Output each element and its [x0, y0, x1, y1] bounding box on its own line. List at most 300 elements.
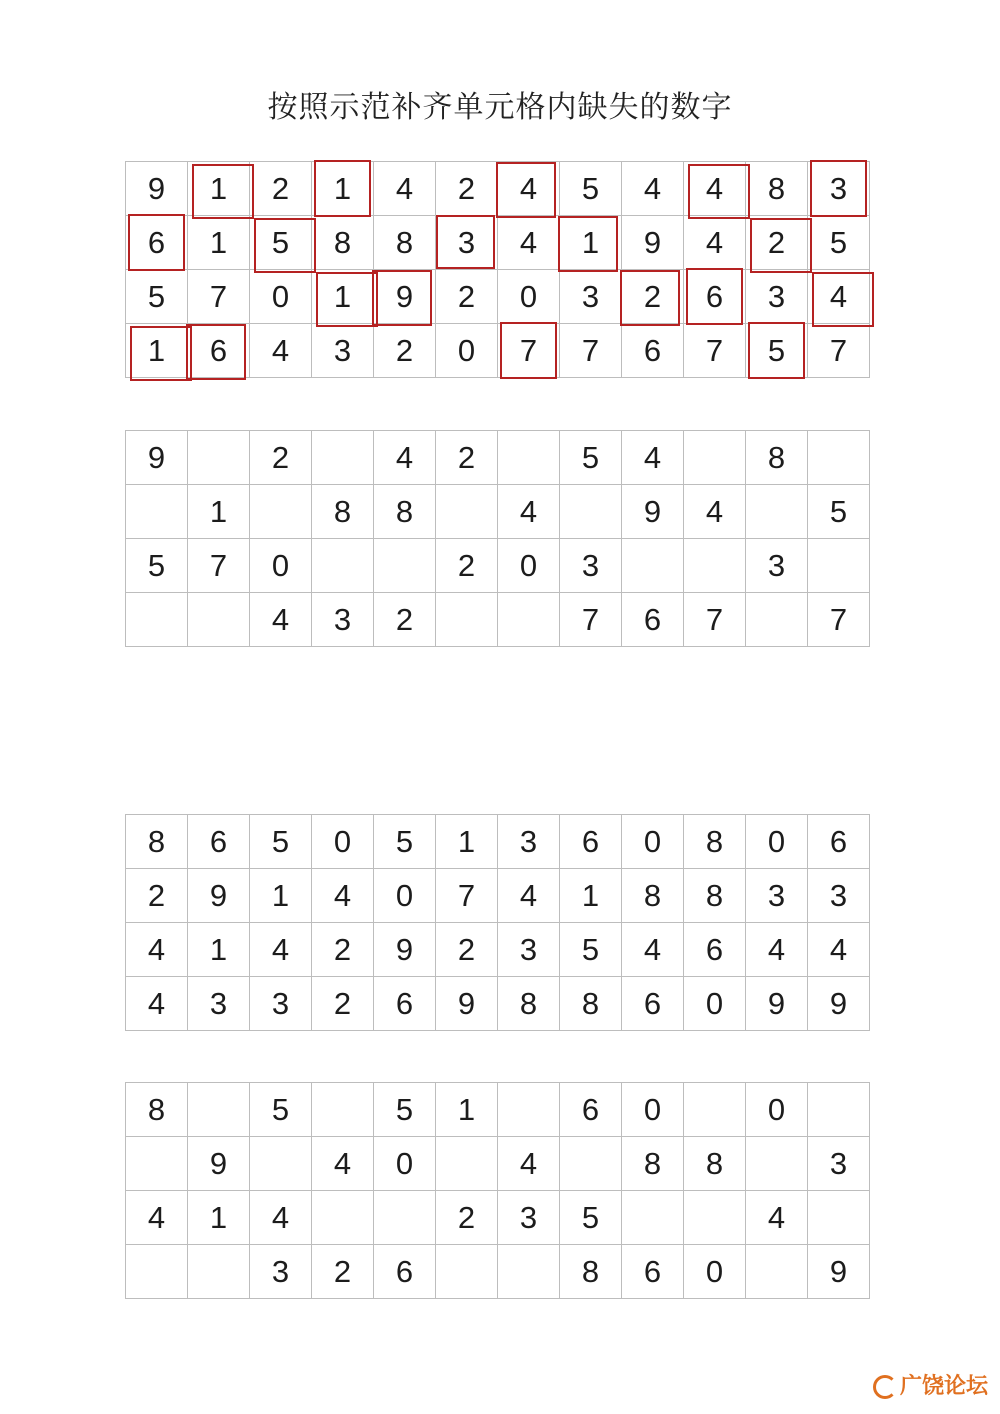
highlighted-grid-cell: [808, 162, 870, 216]
grid-cell: [188, 869, 250, 923]
grid-cell: [560, 1245, 622, 1299]
grid-cell: [498, 977, 560, 1031]
cell-digit: 1: [147, 332, 166, 368]
cell-digit: 9: [643, 224, 662, 260]
cell-digit: 1: [333, 278, 352, 314]
grid-cell: [312, 1137, 374, 1191]
grid-cell: [126, 815, 188, 869]
grid-cell: [746, 815, 808, 869]
cell-digit: 4: [519, 493, 538, 529]
cell-digit: 4: [705, 493, 724, 529]
grid-cell: [684, 869, 746, 923]
grid-cell: [808, 869, 870, 923]
grid-cell: [312, 869, 374, 923]
grid-cell: [188, 1083, 250, 1137]
grid-cell: [746, 1245, 808, 1299]
grid-cell: [622, 869, 684, 923]
cell-digit: 5: [271, 1091, 290, 1127]
cell-digit: 0: [395, 877, 414, 913]
cell-digit: 1: [209, 931, 228, 967]
grid-cell: [312, 1191, 374, 1245]
page-title: 按照示范补齐单元格内缺失的数字: [267, 90, 733, 125]
grid-cell: [312, 977, 374, 1031]
cell-digit: 3: [581, 278, 600, 314]
grid-cell: [312, 815, 374, 869]
grid-cell: [312, 324, 374, 378]
grid-cell: [250, 593, 312, 647]
grid-cell: [684, 216, 746, 270]
grid-cell: [560, 923, 622, 977]
cell-digit: 8: [705, 823, 724, 859]
grid-cell: [746, 270, 808, 324]
cell-digit: 6: [643, 985, 662, 1021]
highlighted-grid-cell: [622, 270, 684, 324]
grid-cell: [126, 1191, 188, 1245]
grid-cell: [126, 593, 188, 647]
grid-cell: [498, 270, 560, 324]
cell-digit: 7: [209, 547, 228, 583]
grid-cell: [746, 977, 808, 1031]
grid-cell: [312, 539, 374, 593]
cell-digit: 4: [147, 931, 166, 967]
cell-digit: 2: [271, 439, 290, 475]
cell-digit: 8: [581, 985, 600, 1021]
grid-cell: [560, 1083, 622, 1137]
cell-digit: 2: [457, 439, 476, 475]
cell-digit: 1: [271, 877, 290, 913]
cell-digit: 6: [209, 332, 228, 368]
grid-cell: [436, 923, 498, 977]
cell-digit: 2: [767, 224, 786, 260]
cell-digit: 1: [209, 224, 228, 260]
grid-cell: [498, 923, 560, 977]
highlighted-grid-cell: [250, 216, 312, 270]
grid-cell: [622, 1245, 684, 1299]
cell-digit: 5: [581, 1199, 600, 1235]
grid-cell: [188, 1137, 250, 1191]
cell-digit: 4: [705, 170, 724, 206]
grid-cell: [126, 1137, 188, 1191]
grid-cell: [374, 324, 436, 378]
cell-digit: 7: [581, 601, 600, 637]
highlighted-grid-cell: [746, 324, 808, 378]
cell-digit: 6: [705, 931, 724, 967]
grid-cell: [374, 1191, 436, 1245]
grid-cell: [436, 815, 498, 869]
cell-digit: 9: [457, 985, 476, 1021]
cell-digit: 4: [829, 931, 848, 967]
cell-digit: 7: [829, 332, 848, 368]
exercise-grid-2: [125, 1082, 870, 1299]
cell-digit: 0: [767, 1091, 786, 1127]
grid-cell: [746, 593, 808, 647]
cell-digit: 6: [395, 1253, 414, 1289]
cell-digit: 3: [271, 985, 290, 1021]
cell-digit: 9: [767, 985, 786, 1021]
grid-cell: [560, 869, 622, 923]
cell-digit: 2: [271, 170, 290, 206]
cell-digit: 7: [705, 601, 724, 637]
cell-digit: 7: [457, 877, 476, 913]
grid-cell: [560, 324, 622, 378]
cell-digit: 0: [519, 547, 538, 583]
cell-digit: 7: [829, 601, 848, 637]
grid-cell: [684, 539, 746, 593]
cell-digit: 0: [271, 278, 290, 314]
cell-digit: 3: [767, 877, 786, 913]
cell-digit: 4: [519, 224, 538, 260]
cell-digit: 6: [581, 1091, 600, 1127]
grid-cell: [126, 869, 188, 923]
cell-digit: 6: [643, 1253, 662, 1289]
cell-digit: 6: [147, 224, 166, 260]
cell-digit: 5: [581, 931, 600, 967]
grid-row: [126, 431, 870, 485]
cell-digit: 3: [519, 823, 538, 859]
cell-digit: 4: [147, 985, 166, 1021]
grid-cell: [746, 539, 808, 593]
cell-digit: 6: [581, 823, 600, 859]
grid-cell: [684, 324, 746, 378]
cell-digit: 2: [333, 985, 352, 1021]
cell-digit: 8: [643, 1145, 662, 1181]
grid-cell: [560, 593, 622, 647]
grid-cell: [250, 977, 312, 1031]
grid-cell: [436, 869, 498, 923]
highlighted-grid-cell: [498, 324, 560, 378]
grid-cell: [188, 539, 250, 593]
grid-cell: [622, 815, 684, 869]
grid-cell: [808, 593, 870, 647]
cell-digit: 8: [767, 439, 786, 475]
cell-digit: 9: [209, 1145, 228, 1181]
cell-digit: 4: [147, 1199, 166, 1235]
cell-digit: 3: [829, 170, 848, 206]
cell-digit: 3: [519, 1199, 538, 1235]
grid-row: [126, 1245, 870, 1299]
grid-cell: [250, 923, 312, 977]
grid-cell: [312, 1245, 374, 1299]
grid-cell: [498, 1137, 560, 1191]
cell-digit: 5: [395, 823, 414, 859]
grid-cell: [622, 539, 684, 593]
grid-cell: [374, 923, 436, 977]
grid-cell: [560, 162, 622, 216]
grid-cell: [808, 485, 870, 539]
cell-digit: 0: [705, 1253, 724, 1289]
grid-row: [126, 270, 870, 324]
cell-digit: 2: [333, 1253, 352, 1289]
grid-cell: [498, 815, 560, 869]
grid-cell: [126, 485, 188, 539]
cell-digit: 4: [271, 1199, 290, 1235]
grid-cell: [188, 593, 250, 647]
grid-cell: [684, 593, 746, 647]
grid-cell: [250, 539, 312, 593]
grid-cell: [808, 539, 870, 593]
grid-cell: [622, 216, 684, 270]
cell-digit: 4: [767, 1199, 786, 1235]
cell-digit: 3: [829, 1145, 848, 1181]
example-grid: [125, 161, 870, 378]
grid-cell: [188, 1245, 250, 1299]
grid-cell: [188, 270, 250, 324]
grid-cell: [188, 1191, 250, 1245]
grid-cell: [188, 485, 250, 539]
cell-digit: 1: [209, 493, 228, 529]
highlighted-grid-cell: [312, 270, 374, 324]
cell-digit: 4: [333, 877, 352, 913]
grid-row: [126, 539, 870, 593]
highlighted-grid-cell: [312, 162, 374, 216]
watermark: [873, 1369, 988, 1400]
grid-cell: [188, 216, 250, 270]
grid-cell: [436, 1137, 498, 1191]
grid-cell: [684, 1245, 746, 1299]
grid-cell: [746, 923, 808, 977]
grid-row: [126, 216, 870, 270]
grid-cell: [436, 1083, 498, 1137]
cell-digit: 9: [147, 439, 166, 475]
grid-cell: [498, 216, 560, 270]
grid-cell: [622, 593, 684, 647]
cell-digit: 8: [333, 493, 352, 529]
grid-cell: [684, 1083, 746, 1137]
highlighted-grid-cell: [188, 162, 250, 216]
cell-digit: 4: [705, 224, 724, 260]
cell-digit: 7: [705, 332, 724, 368]
grid-row: [126, 869, 870, 923]
cell-digit: 5: [581, 439, 600, 475]
grid-cell: [808, 1137, 870, 1191]
cell-digit: 0: [457, 332, 476, 368]
highlighted-grid-cell: [126, 216, 188, 270]
cell-digit: 6: [705, 278, 724, 314]
grid-cell: [312, 485, 374, 539]
cell-digit: 3: [581, 547, 600, 583]
cell-digit: 8: [705, 1145, 724, 1181]
grid-cell: [126, 162, 188, 216]
grid-cell: [808, 815, 870, 869]
cell-digit: 2: [457, 1199, 476, 1235]
cell-digit: 4: [519, 1145, 538, 1181]
cell-digit: 5: [271, 823, 290, 859]
grid-cell: [436, 1191, 498, 1245]
cell-digit: 4: [395, 439, 414, 475]
highlighted-grid-cell: [684, 162, 746, 216]
grid-cell: [374, 431, 436, 485]
grid-cell: [250, 869, 312, 923]
grid-cell: [746, 162, 808, 216]
cell-digit: 4: [643, 170, 662, 206]
grid-cell: [374, 869, 436, 923]
grid-cell: [250, 162, 312, 216]
grid-cell: [498, 869, 560, 923]
grid-cell: [374, 162, 436, 216]
grid-cell: [622, 324, 684, 378]
cell-digit: 0: [395, 1145, 414, 1181]
cell-digit: 4: [519, 170, 538, 206]
cell-digit: 2: [395, 332, 414, 368]
grid-row: [126, 1191, 870, 1245]
grid-cell: [250, 270, 312, 324]
grid-cell: [808, 431, 870, 485]
grid-row: [126, 1137, 870, 1191]
cell-digit: 4: [829, 278, 848, 314]
grid-cell: [808, 923, 870, 977]
cell-digit: 2: [457, 170, 476, 206]
grid-cell: [560, 815, 622, 869]
grid-row: [126, 923, 870, 977]
grid-row: [126, 324, 870, 378]
grid-cell: [250, 324, 312, 378]
watermark-text: 广饶论坛: [899, 1374, 988, 1399]
grid-cell: [250, 1137, 312, 1191]
cell-digit: 1: [209, 170, 228, 206]
grid-cell: [560, 485, 622, 539]
cell-digit: 8: [705, 877, 724, 913]
cell-digit: 3: [457, 224, 476, 260]
cell-digit: 4: [271, 332, 290, 368]
grid-cell: [312, 1083, 374, 1137]
cell-digit: 0: [519, 278, 538, 314]
cell-digit: 3: [333, 601, 352, 637]
grid-cell: [622, 1191, 684, 1245]
cell-digit: 5: [147, 278, 166, 314]
cell-digit: 5: [271, 224, 290, 260]
grid-cell: [684, 977, 746, 1031]
cell-digit: 4: [519, 877, 538, 913]
grid-cell: [312, 431, 374, 485]
cell-digit: 0: [705, 985, 724, 1021]
grid-cell: [498, 593, 560, 647]
grid-cell: [374, 539, 436, 593]
cell-digit: 4: [643, 439, 662, 475]
cell-digit: 2: [395, 601, 414, 637]
grid-row: [126, 977, 870, 1031]
exercise-grid-1: [125, 430, 870, 647]
grid-cell: [498, 1191, 560, 1245]
grid-cell: [374, 977, 436, 1031]
cell-digit: 3: [767, 278, 786, 314]
cell-digit: 2: [333, 931, 352, 967]
grid-cell: [560, 1137, 622, 1191]
cell-digit: 4: [333, 1145, 352, 1181]
highlighted-grid-cell: [560, 216, 622, 270]
cell-digit: 5: [829, 224, 848, 260]
grid-cell: [560, 539, 622, 593]
grid-cell: [436, 1245, 498, 1299]
cell-digit: 7: [581, 332, 600, 368]
grid-cell: [622, 923, 684, 977]
grid-cell: [436, 977, 498, 1031]
grid-cell: [436, 270, 498, 324]
cell-digit: 8: [147, 1091, 166, 1127]
grid-cell: [312, 593, 374, 647]
grid-cell: [622, 485, 684, 539]
cell-digit: 2: [457, 931, 476, 967]
grid-row: [126, 593, 870, 647]
cell-digit: 1: [581, 224, 600, 260]
cell-digit: 0: [271, 547, 290, 583]
cell-digit: 8: [643, 877, 662, 913]
cell-digit: 2: [457, 547, 476, 583]
cell-digit: 3: [767, 547, 786, 583]
grid-cell: [188, 977, 250, 1031]
grid-cell: [312, 216, 374, 270]
grid-cell: [746, 1137, 808, 1191]
cell-digit: 4: [271, 601, 290, 637]
grid-cell: [374, 1083, 436, 1137]
grid-cell: [250, 1245, 312, 1299]
grid-row: [126, 162, 870, 216]
grid-cell: [560, 431, 622, 485]
cell-digit: 4: [395, 170, 414, 206]
cell-digit: 3: [829, 877, 848, 913]
cell-digit: 6: [209, 823, 228, 859]
cell-digit: 5: [829, 493, 848, 529]
grid-cell: [622, 1083, 684, 1137]
cell-digit: 1: [457, 1091, 476, 1127]
grid-cell: [374, 216, 436, 270]
grid-cell: [188, 815, 250, 869]
cell-digit: 2: [147, 877, 166, 913]
grid-cell: [374, 593, 436, 647]
grid-cell: [126, 923, 188, 977]
cell-digit: 1: [581, 877, 600, 913]
highlighted-grid-cell: [746, 216, 808, 270]
cell-digit: 8: [147, 823, 166, 859]
grid-cell: [808, 1083, 870, 1137]
cell-digit: 6: [829, 823, 848, 859]
grid-cell: [560, 977, 622, 1031]
cell-digit: 4: [643, 931, 662, 967]
grid-cell: [250, 1083, 312, 1137]
grid-cell: [374, 815, 436, 869]
cell-digit: 8: [767, 170, 786, 206]
grid-cell: [126, 539, 188, 593]
reference-grid-2: [125, 814, 870, 1031]
cell-digit: 6: [643, 332, 662, 368]
grid-cell: [498, 1245, 560, 1299]
grid-cell: [436, 431, 498, 485]
grid-cell: [622, 1137, 684, 1191]
cell-digit: 9: [395, 278, 414, 314]
cell-digit: 4: [271, 931, 290, 967]
grid-cell: [684, 1191, 746, 1245]
grid-cell: [746, 869, 808, 923]
grid-cell: [808, 977, 870, 1031]
grid-row: [126, 485, 870, 539]
highlighted-grid-cell: [436, 216, 498, 270]
highlighted-grid-cell: [188, 324, 250, 378]
highlighted-grid-cell: [808, 270, 870, 324]
cell-digit: 8: [333, 224, 352, 260]
cell-digit: 8: [395, 493, 414, 529]
grid-cell: [250, 485, 312, 539]
grid-cell: [560, 1191, 622, 1245]
grid-cell: [684, 923, 746, 977]
grid-cell: [684, 815, 746, 869]
grid-cell: [498, 539, 560, 593]
cell-digit: 6: [643, 601, 662, 637]
grid-cell: [374, 1137, 436, 1191]
grid-cell: [746, 1083, 808, 1137]
cell-digit: 7: [519, 332, 538, 368]
cell-digit: 2: [643, 278, 662, 314]
highlighted-grid-cell: [684, 270, 746, 324]
grid-cell: [250, 1191, 312, 1245]
